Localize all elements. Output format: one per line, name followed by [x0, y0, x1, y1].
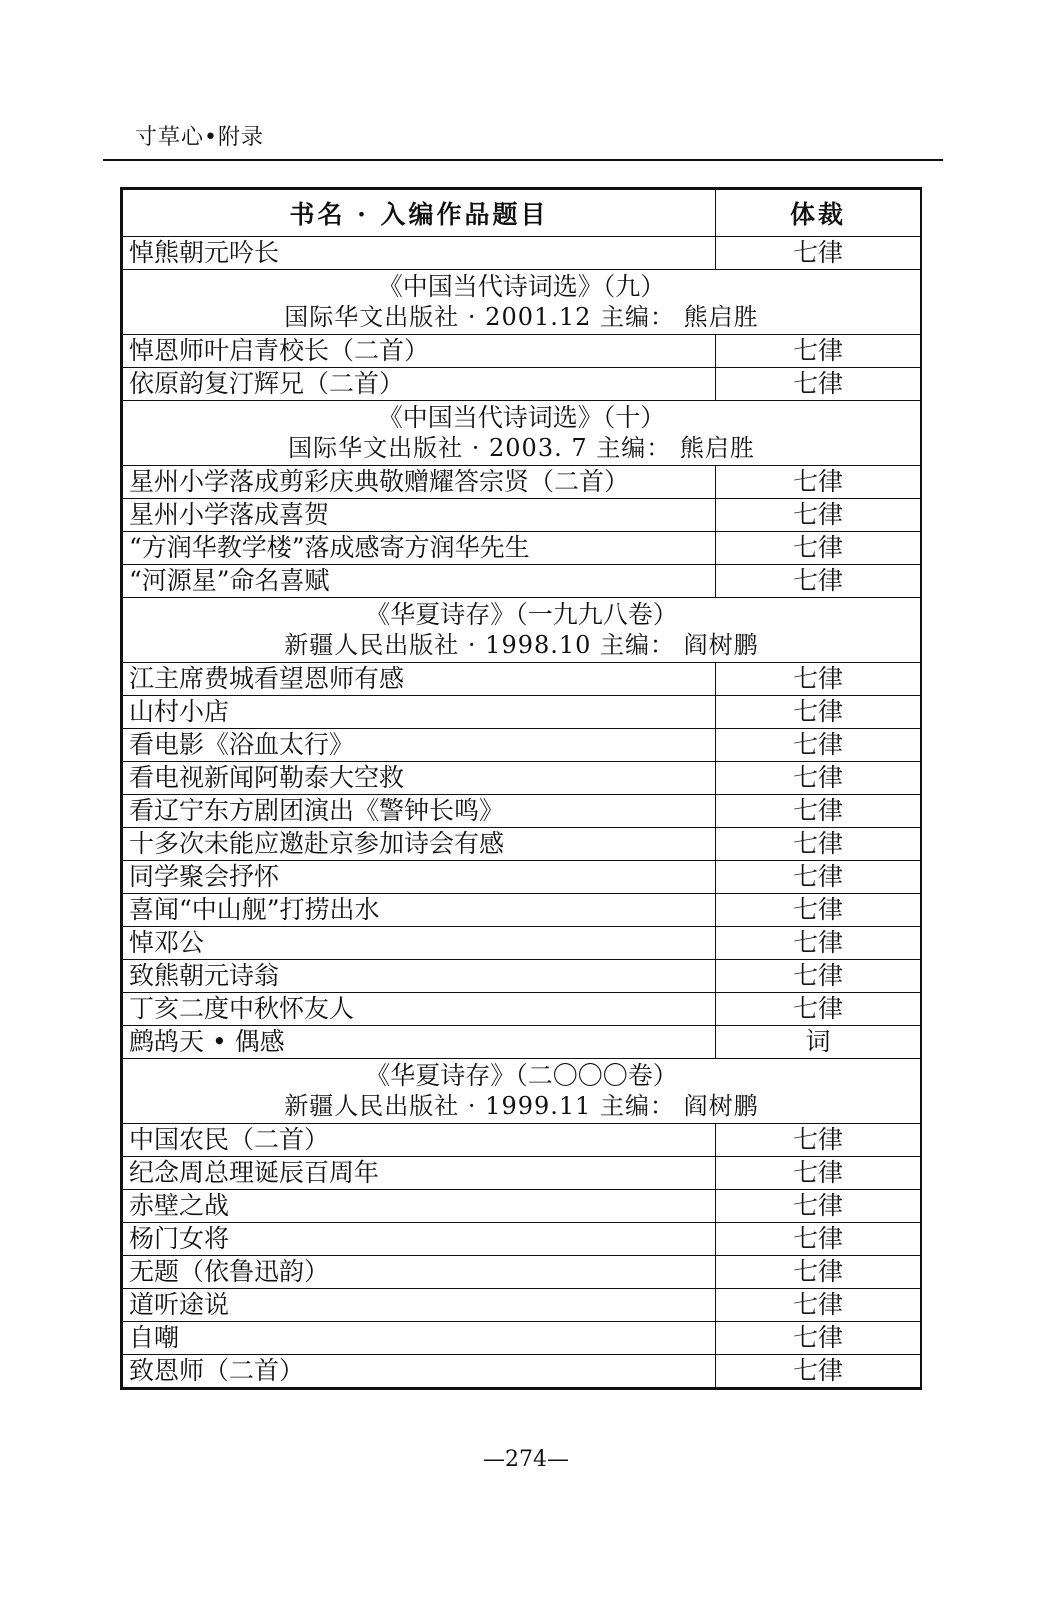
poetic-form: 七律 [716, 565, 921, 598]
book-title: 《中国当代诗词选》（九） [377, 272, 666, 301]
poetic-form: 七律 [716, 1256, 921, 1289]
catalog-table [122, 189, 921, 1388]
table-row [123, 960, 921, 993]
poetic-form: 七律 [716, 237, 921, 270]
work-title: 致恩师（二首） [123, 1355, 716, 1388]
book-heading-row [123, 270, 921, 335]
work-title: 同学聚会抒怀 [123, 861, 716, 894]
table-row [123, 565, 921, 598]
column-header-form: 体裁 [716, 190, 921, 237]
table-row [123, 993, 921, 1026]
table-row [123, 1289, 921, 1322]
work-title: 鹧鸪天 • 偶感 [123, 1026, 716, 1059]
work-title: 星州小学落成喜贺 [123, 499, 716, 532]
poetic-form: 七律 [716, 1223, 921, 1256]
work-title: 致熊朝元诗翁 [123, 960, 716, 993]
book-publication-info: 新疆人民出版社 · 1998.10 主编： 阎树鹏 [284, 631, 759, 659]
table-row [123, 335, 921, 368]
work-title: 悼熊朝元吟长 [123, 237, 716, 270]
running-header: 寸草心•附录 [135, 125, 264, 150]
work-title: 看电视新闻阿勒泰大空救 [123, 762, 716, 795]
work-title: 丁亥二度中秋怀友人 [123, 993, 716, 1026]
book-heading-cell [123, 1059, 921, 1124]
table-row [123, 368, 921, 401]
book-title: 《华夏诗存》（二〇〇〇卷） [365, 1061, 678, 1090]
table-row [123, 1223, 921, 1256]
book-heading-cell [123, 598, 921, 663]
work-title: 悼邓公 [123, 927, 716, 960]
poetic-form: 七律 [716, 1157, 921, 1190]
poetic-form: 七律 [716, 861, 921, 894]
work-title: 喜闻“中山舰”打捞出水 [123, 894, 716, 927]
work-title: 自嘲 [123, 1322, 716, 1355]
book-heading-cell [123, 270, 921, 335]
poetic-form: 七律 [716, 927, 921, 960]
table-row [123, 696, 921, 729]
poetic-form: 七律 [716, 729, 921, 762]
work-title: 依原韵复汀辉兄（二首） [123, 368, 716, 401]
work-title: 悼恩师叶启青校长（二首） [123, 335, 716, 368]
table-row [123, 1157, 921, 1190]
table-row [123, 1190, 921, 1223]
catalog-table-container [120, 187, 922, 1390]
table-row [123, 729, 921, 762]
poetic-form: 七律 [716, 1355, 921, 1388]
book-heading-row [123, 401, 921, 466]
poetic-form: 七律 [716, 335, 921, 368]
book-publication-info: 国际华文出版社 · 2001.12 主编： 熊启胜 [284, 303, 759, 331]
work-title: 看电影《浴血太行》 [123, 729, 716, 762]
table-row [123, 1322, 921, 1355]
table-row [123, 1124, 921, 1157]
poetic-form: 七律 [716, 993, 921, 1026]
book-publication-info: 新疆人民出版社 · 1999.11 主编： 阎树鹏 [284, 1092, 759, 1120]
table-row [123, 894, 921, 927]
poetic-form: 七律 [716, 466, 921, 499]
work-title: 赤壁之战 [123, 1190, 716, 1223]
poetic-form: 七律 [716, 1322, 921, 1355]
book-heading-row [123, 598, 921, 663]
table-row [123, 663, 921, 696]
page-number: —274— [483, 1447, 569, 1472]
table-row [123, 795, 921, 828]
table-row [123, 499, 921, 532]
book-heading-row [123, 1059, 921, 1124]
work-title: 江主席费城看望恩师有感 [123, 663, 716, 696]
work-title: 中国农民（二首） [123, 1124, 716, 1157]
work-title: 十多次未能应邀赴京参加诗会有感 [123, 828, 716, 861]
poetic-form: 七律 [716, 368, 921, 401]
book-title: 《中国当代诗词选》（十） [377, 403, 666, 432]
poetic-form: 七律 [716, 894, 921, 927]
poetic-form: 七律 [716, 696, 921, 729]
poetic-form: 七律 [716, 1289, 921, 1322]
work-title: 道听途说 [123, 1289, 716, 1322]
book-heading-cell [123, 401, 921, 466]
poetic-form: 七律 [716, 960, 921, 993]
poetic-form: 七律 [716, 532, 921, 565]
poetic-form: 七律 [716, 795, 921, 828]
poetic-form: 七律 [716, 1190, 921, 1223]
table-header-row [123, 190, 921, 237]
table-row [123, 828, 921, 861]
work-title: 无题（依鲁迅韵） [123, 1256, 716, 1289]
poetic-form: 七律 [716, 828, 921, 861]
table-row [123, 532, 921, 565]
work-title: 山村小店 [123, 696, 716, 729]
table-row [123, 1355, 921, 1388]
work-title: “方润华教学楼”落成感寄方润华先生 [123, 532, 716, 565]
work-title: 星州小学落成剪彩庆典敬赠耀答宗贤（二首） [123, 466, 716, 499]
poetic-form: 七律 [716, 499, 921, 532]
table-row [123, 1256, 921, 1289]
work-title: 纪念周总理诞辰百周年 [123, 1157, 716, 1190]
book-title: 《华夏诗存》（一九九八卷） [365, 600, 678, 629]
work-title: 看辽宁东方剧团演出《警钟长鸣》 [123, 795, 716, 828]
book-publication-info: 国际华文出版社 · 2003. 7 主编： 熊启胜 [288, 434, 755, 462]
table-row [123, 861, 921, 894]
table-row [123, 762, 921, 795]
table-row [123, 927, 921, 960]
table-row [123, 466, 921, 499]
poetic-form: 七律 [716, 1124, 921, 1157]
poetic-form: 词 [716, 1026, 921, 1059]
column-header-title: 书名 · 入编作品题目 [123, 190, 716, 237]
header-rule [103, 159, 943, 161]
table-row [123, 1026, 921, 1059]
work-title: “河源星”命名喜赋 [123, 565, 716, 598]
poetic-form: 七律 [716, 663, 921, 696]
work-title: 杨门女将 [123, 1223, 716, 1256]
poetic-form: 七律 [716, 762, 921, 795]
table-row [123, 237, 921, 270]
